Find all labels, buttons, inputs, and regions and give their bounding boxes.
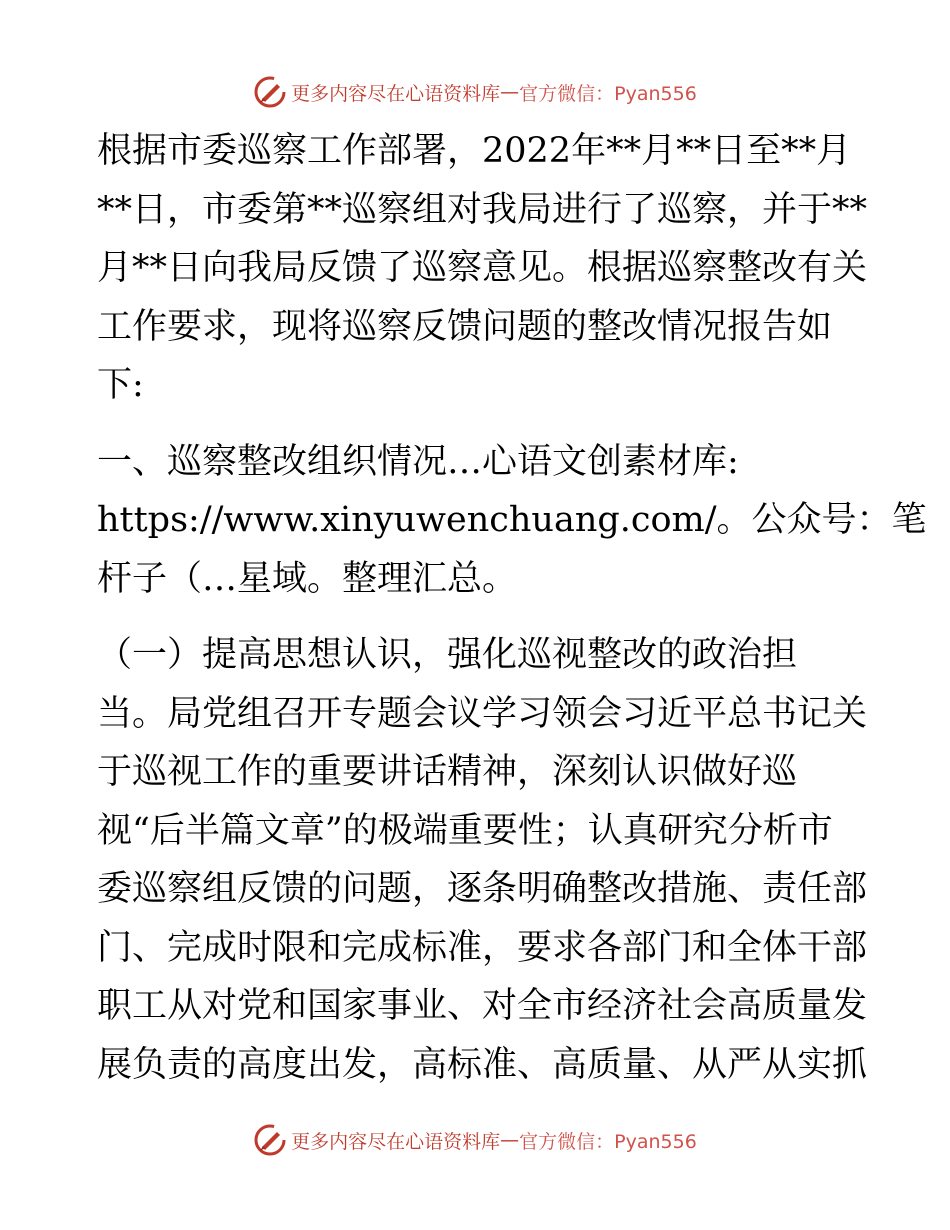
text-line: 当。局党组召开专题会议学习领会习近平总书记关 (97, 693, 868, 734)
section-heading-line: 一、巡察整改组织情况…心语文创素材库: (97, 441, 739, 482)
url-line: https://www.xinyuwenchuang.com/。公众号：笔 (97, 500, 927, 540)
watermark-wechat: 官方微信：Pyan556 (519, 82, 697, 105)
text-line: 展负责的高度出发，高标准、高质量、从严从实抓 (97, 1044, 868, 1085)
text-line: 根据市委巡察工作部署，2022年**月**日至**月 (97, 131, 852, 171)
paragraph-subsection (97, 626, 868, 1094)
text-line: 下: (97, 365, 144, 405)
watermark-wechat: 官方微信：Pyan556 (519, 1130, 697, 1153)
watermark-dash: — (500, 81, 520, 103)
text-line: **日，市委第**巡察组对我局进行了巡察，并于** (97, 189, 868, 230)
document-body (97, 122, 927, 1094)
watermark-text: 更多内容尽在心语资料库 (291, 82, 501, 105)
text-line: 工作要求，现将巡察反馈问题的整改情况报告如 (97, 306, 833, 347)
text-line: 门、完成时限和完成标准，要求各部门和全体干部 (97, 927, 868, 968)
brush-logo-icon (253, 75, 287, 109)
text-line: 委巡察组反馈的问题，逐条明确整改措施、责任部 (97, 869, 868, 909)
text-line: 职工从对党和国家事业、对全市经济社会高质量发 (97, 986, 868, 1026)
text-line: 月**日向我局反馈了巡察意见。根据巡察整改有关 (97, 248, 868, 288)
text-line: 于巡视工作的重要讲话精神，深刻认识做好巡 (97, 752, 798, 792)
paragraph-section-heading (97, 433, 927, 609)
subsection-heading-line: （一）提高思想认识，强化巡视整改的政治担 (97, 635, 798, 675)
text-line: 杆子（…星域。整理汇总。 (97, 558, 518, 599)
watermark-text: 更多内容尽在心语资料库 (291, 1130, 501, 1153)
brush-logo-icon (253, 1123, 287, 1157)
watermark-dash: — (500, 1129, 520, 1151)
text-line: 视“后半篇文章”的极端重要性；认真研究分析市 (97, 810, 833, 851)
header-watermark (0, 72, 950, 112)
footer-watermark (0, 1120, 950, 1160)
paragraph-intro (97, 122, 868, 415)
